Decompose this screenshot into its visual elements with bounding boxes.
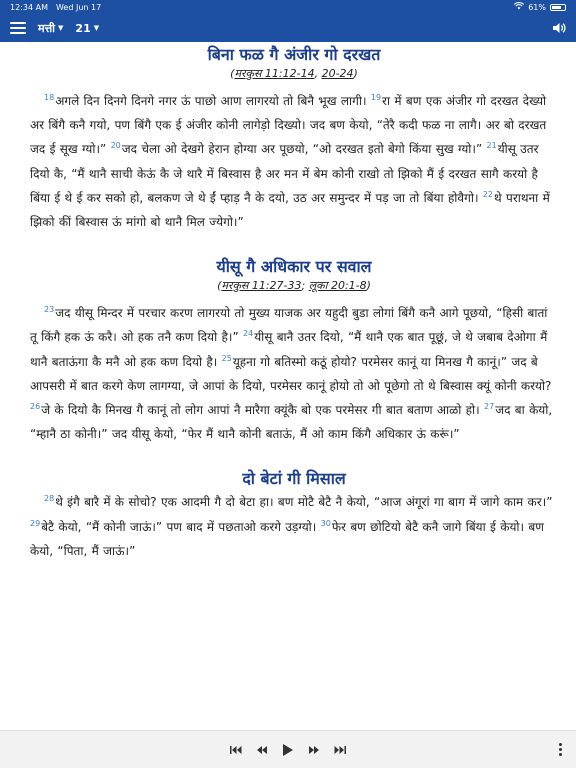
section-gap	[30, 456, 558, 466]
verse-number[interactable]: 27	[484, 402, 495, 412]
verse-number[interactable]: 20	[110, 141, 121, 151]
verse-text[interactable]: फेर बण छोटियो बेटै कनै जागे बिंया ई केयो। बण केयो, “पिता, मैं जाऊं।”	[30, 519, 544, 558]
verse-text[interactable]: अगले दिन दिनगे दिनगे नगर ऊं पाछो आण लागरयो तो बिनै भूख लागी।	[55, 94, 371, 108]
verse-text[interactable]: थे पराथना में झिको कीं बिस्वास ऊं मांगो बो थानै मिल ज्येगो।”	[30, 190, 550, 230]
verse-text[interactable]: यीसू बानै उतर दियो, “मैं थानै एक बात पूछूं, जे थे जबाब देओगा मैं थानै बताऊंगा कै मनै ओ हक कण दियो है।	[30, 330, 548, 369]
verse-number[interactable]: 24	[243, 329, 254, 339]
verse-text[interactable]: यूहना गो बतिस्मो कठूं होयो? परमेसर कानूं या मिनख गै कानूं।” जद बे आपसरी में बात करगे केण लागग्या, जे आपां के दियो, परमेसर कानूं होयो तो ओ पूछेगो तो थे बिस्वास क्यूं कोनी करयो?	[30, 354, 552, 393]
verse-text[interactable]: बेटै केयो, “मैं कोनी जाऊं।” पण बाद में पछताओ करगे उड़ग्यो।	[41, 519, 321, 534]
verse-text[interactable]: थे इंगै बारै में के सोचो? एक आदमी गै दो बेटा हा। बण मोटै बेटै नै केयो, “आज अंगूरां गा बाग में जागे काम कर।”	[55, 495, 553, 510]
verse-number[interactable]: 30	[320, 518, 331, 528]
cross-reference-link[interactable]: मरकुस 11:27-33	[221, 279, 302, 293]
verse-number[interactable]: 19	[370, 93, 382, 102]
verse-number[interactable]: 28	[44, 494, 55, 504]
verse-number[interactable]: 29	[30, 518, 41, 528]
scripture-paragraph	[30, 490, 558, 563]
book-name: मत्ती	[38, 21, 56, 35]
verse-text[interactable]: जद बा केयो, “म्हानै ठा कोनी।” जद यीसू केयो, “फेर मैं थानै कोनी बताऊं, मैं ओ काम किंगै अधिकार ऊं करूं।”	[30, 403, 553, 442]
scripture-paragraph	[30, 301, 558, 446]
scripture-content[interactable]	[0, 42, 576, 730]
verse-number[interactable]: 23	[44, 305, 55, 315]
status-bar	[0, 0, 576, 14]
ref-separator: ,	[314, 67, 322, 80]
cross-reference-link[interactable]: लूका 20:1-8	[308, 279, 367, 293]
battery-percent: 61%	[528, 2, 546, 12]
cross-reference-link[interactable]: मरकुस 11:12-14	[234, 67, 315, 80]
book-selector[interactable]	[38, 21, 63, 36]
verse-number[interactable]: 18	[44, 93, 55, 102]
rewind-icon[interactable]	[256, 745, 268, 755]
audio-player-bar	[0, 730, 576, 768]
caret-down-icon: ▼	[93, 24, 100, 32]
cross-reference: (मरकुस 11:27-33; लूका 20:1-8)	[217, 279, 371, 293]
status-time: 12:34 AM	[10, 2, 48, 12]
nav-bar	[0, 14, 576, 42]
verse-text[interactable]: यीसू उतर दियो कै, “मैं थानै साची केऊं कै जे थारै में बिस्वास है अर मन में बेम कोनी राखो तो झिको मैं ई दरखत सागै करयो है बिंया ई थे ई कर सको हो, बलकण जे थे ईं प्हाड़ नै के दयो, उठ अर समुन्दर में पड़ जा तो बिंया होवैगो।	[30, 142, 539, 205]
section-heading: दो बेटां गी मिसाल	[242, 469, 346, 489]
verse-text[interactable]: जद चेला ओ देखगे हेरान होग्या अर पूछयो, “ओ दरखत इतो बेगो किंया सुख ग्यो।”	[121, 142, 487, 157]
status-date: Wed Jun 17	[55, 2, 102, 12]
verse-text[interactable]: रा में बण एक अंजीर गो दरखत देख्यो अर बिंगै कनै गयो, पण बिंगै एक ई अंजीर कोनी लागेड़ो दिख्यो। जद बण केयो, “तेरै कदी फळ ना लागै। अर बो दरखत जद ई सूख ग्यो।”	[30, 94, 547, 157]
chapter-number: 21	[75, 21, 91, 35]
section-gap	[30, 244, 558, 254]
verse-text[interactable]: जे के दियो कै मिनख गै कानूं तो लोग आपां नै मारैगा क्यूंकै बो एक परमेसर गी बात बताण आळो हो।	[41, 403, 485, 418]
ref-separator: ;	[301, 279, 309, 293]
verse-number[interactable]: 25	[221, 353, 232, 363]
section-heading: यीसू गै अधिकार पर सवाल	[216, 257, 372, 277]
wifi-icon	[514, 2, 524, 12]
battery-icon	[550, 4, 566, 11]
speaker-icon[interactable]	[552, 19, 566, 38]
chapter-selector[interactable]	[75, 22, 99, 35]
play-icon[interactable]	[282, 743, 294, 757]
verse-number[interactable]: 26	[30, 402, 41, 412]
caret-down-icon: ▼	[58, 24, 64, 32]
verse-number[interactable]: 21	[486, 141, 497, 151]
cross-reference: (मरकुस 11:12-14, 20-24)	[230, 67, 358, 80]
menu-icon[interactable]	[10, 22, 26, 34]
more-options-icon[interactable]	[559, 743, 562, 756]
verse-number[interactable]: 22	[482, 189, 494, 199]
skip-to-end-icon[interactable]	[334, 745, 346, 755]
fast-forward-icon[interactable]	[308, 745, 320, 755]
cross-reference-link[interactable]: 20-24	[321, 67, 354, 80]
skip-to-start-icon[interactable]	[230, 745, 242, 755]
scripture-paragraph	[30, 89, 558, 234]
section-heading: बिना फळ गै अंजीर गो दरखत	[207, 45, 381, 64]
verse-text[interactable]: जद यीसू मिन्दर में परचार करण लागरयो तो मुख्य याजक अर यहुदी बुडा लोगां बिंगै कनै आगे पूछयो, “हिसी बातां तू किंगै हक ऊं करै। ओ हक तनै कण दियो है।”	[30, 306, 548, 345]
